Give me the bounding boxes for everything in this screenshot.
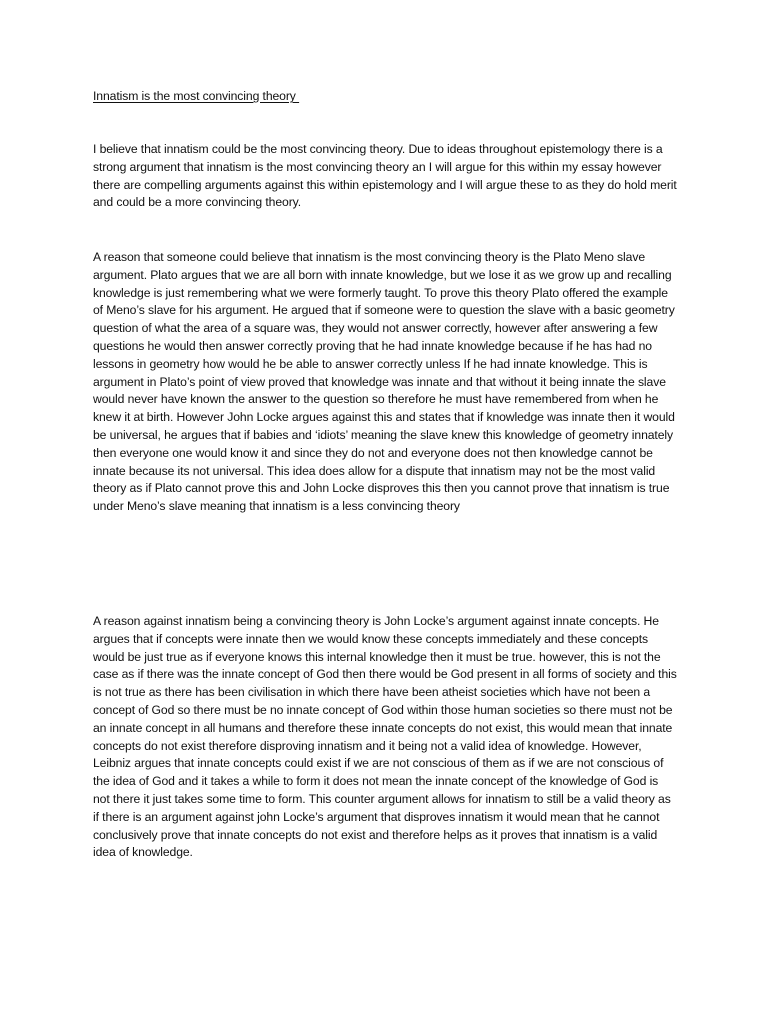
paragraph-locke-innate-concepts: A reason against innatism being a convincing theory is John Locke’s argument against innate concepts. He argues that if concepts were innate then we would know these concepts immediately and these concepts would be just true as if everyone knows this internal knowledge then it must be true. however, this is not the case as if there was the innate concept of God then there would be God present in all forms of society and this is not true as there has been civilisation in which there have been atheist societies which have not been a concept of God so there must be no innate concept of God within those human societies so there must not be an innate concept in all humans and therefore these innate concepts do not exist, this would mean that innate concepts do not exist therefore disproving innatism and it being not a valid idea of knowledge. However, Leibniz argues that innate concepts could exist if we are not conscious of them as if we are not conscious of the idea of God and it takes a while to form it does not mean the innate concept of the knowledge of God is not there it just takes some time to form. This counter argument allows for innatism to still be a valid theory as if there is an argument against john Locke’s argument that disproves innatism it would mean that he cannot conclusively prove that innate concepts do not exist and therefore helps as it proves that innatism is a valid idea of knowledge. — [93, 614, 677, 860]
paragraph-plato-meno-argument: A reason that someone could believe that innatism is the most convincing theory is the Plato Meno slave argument. Plato argues that we are all born with innate knowledge, but we lose it as we grow up and recalling knowledge is just remembering what we were formerly taught. To prove this theory Plato offered the example of Meno’s slave for his argument. He argued that if someone were to question the slave with a basic geometry question of what the area of a square was, they would not answer correctly, however after answering a few questions he would then answer correctly proving that he had innate knowledge because if he has had no lessons in geometry how would he be able to answer correctly unless If he had innate knowledge. This is argument in Plato’s point of view proved that knowledge was innate and that without it being innate the slave would never have known the answer to the question so therefore he must have remembered from when he knew it at birth. However John Locke argues against this and states that if knowledge was innate then it would be universal, he argues that if babies and ‘idiots’ meaning the slave knew this knowledge of geometry innately then everyone one would know it and since they do not and everyone does not then knowledge cannot be innate because its not universal. This idea does allow for a dispute that innatism may not be the most valid theory as if Plato cannot prove this and John Locke disproves this then you cannot prove that innatism is true under Meno’s slave meaning that innatism is a less convincing theory — [93, 250, 675, 514]
essay-title: Innatism is the most convincing theory — [93, 89, 300, 103]
paragraph-introduction: I believe that innatism could be the most convincing theory. Due to ideas throughout epistemology there is a strong argument that innatism is the most convincing theory an I will argue for this within my essay however there are compelling arguments against this within epistemology and I will argue these to as they do hold merit and could be a more convincing theory. — [93, 142, 677, 210]
